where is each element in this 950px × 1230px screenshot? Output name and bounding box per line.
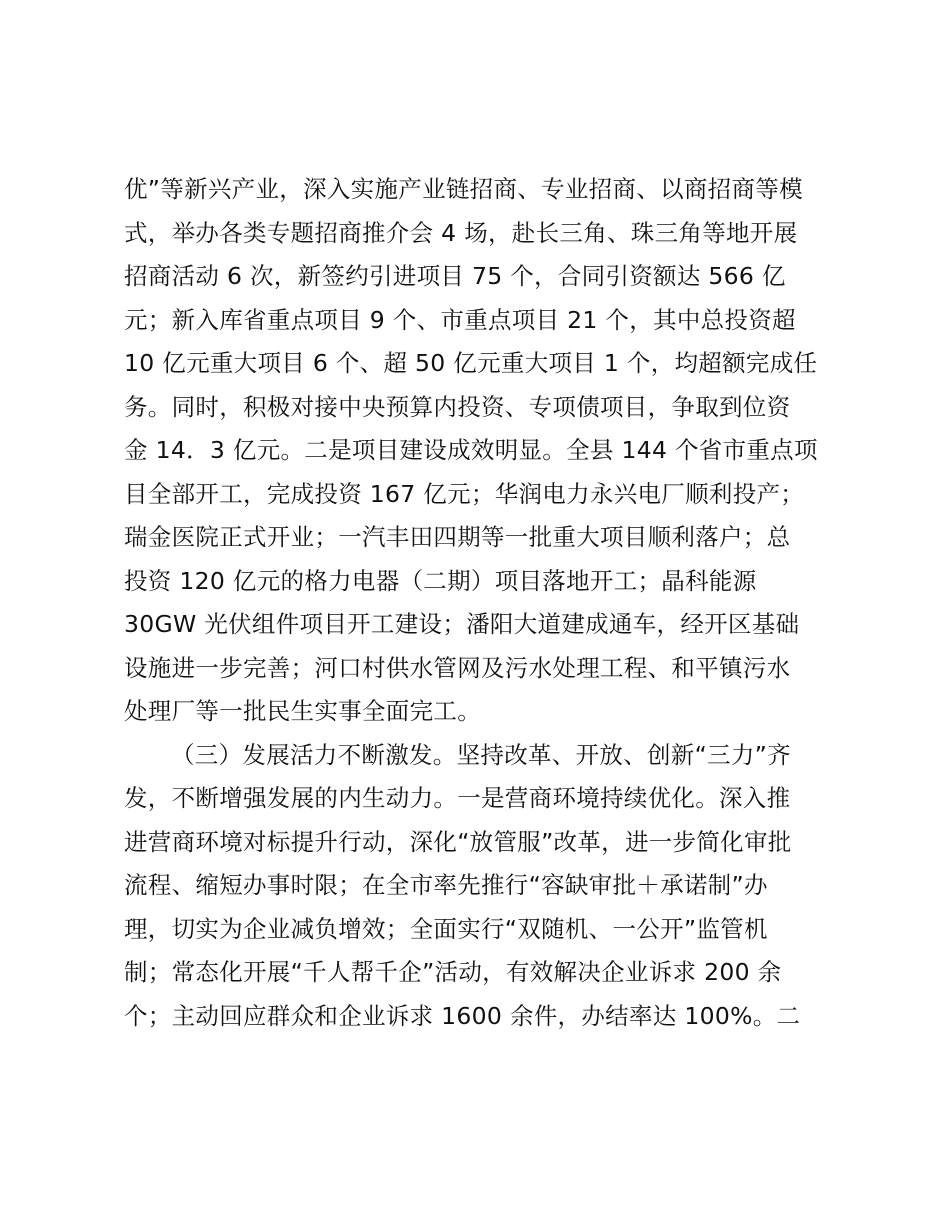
text-line: 30GW 光伏组件项目开工建设；潘阳大道建成通车，经开区基础 [124, 610, 800, 638]
text-line: 招商活动 6 次，新签约引进项目 75 个，合同引资额达 566 亿 [124, 262, 786, 290]
text-line: 进营商环境对标提升行动，深化“放管服”改革，进一步简化审批 [124, 827, 792, 856]
text-line: 金 14．3 亿元。二是项目建设成效明显。全县 144 个省市重点项 [124, 436, 818, 464]
text-line: 目全部开工，完成投资 167 亿元；华润电力永兴电厂顺利投产； [124, 479, 805, 508]
text-line: 式，举办各类专题招商推介会 4 场，赴长三角、珠三角等地开展 [124, 218, 798, 247]
text-line: 10 亿元重大项目 6 个、超 50 亿元重大项目 1 个，均超额完成任 [124, 349, 818, 377]
text-line: 理，切实为企业减负增效；全面实行“双随机、一公开”监管机 [124, 914, 768, 943]
text-line: 处理厂等一批民生实事全面完工。 [124, 697, 481, 725]
paragraph-start-line: （三）发展活力不断激发。坚持改革、开放、创新“三力”齐 [171, 740, 791, 769]
text-line: 务。同时，积极对接中央预算内投资、专项债项目，争取到位资 [124, 392, 791, 421]
body-text [124, 168, 844, 1038]
text-line: 流程、缩短办事时限；在全市率先推行“容缺审批＋承诺制”办 [124, 871, 768, 899]
text-line: 个；主动回应群众和企业诉求 1600 余件，办结率达 100%。二 [124, 1001, 801, 1030]
text-line: 元；新入库省重点项目 9 个、市重点项目 21 个，其中总投资超 [124, 305, 796, 334]
text-line: 制；常态化开展“千人帮千企”活动，有效解决企业诉求 200 余 [124, 958, 782, 986]
text-line: 设施进一步完善；河口村供水管网及污水处理工程、和平镇污水 [124, 653, 791, 682]
text-line: 发，不断增强发展的内生动力。一是营商环境持续优化。深入推 [124, 784, 791, 812]
text-line: 瑞金医院正式开业；一汽丰田四期等一批重大项目顺利落户；总 [124, 523, 791, 551]
text-line: 优”等新兴产业，深入实施产业链招商、专业招商、以商招商等模 [124, 175, 803, 203]
text-line: 投资 120 亿元的格力电器（二期）项目落地开工；晶科能源 [124, 566, 757, 595]
